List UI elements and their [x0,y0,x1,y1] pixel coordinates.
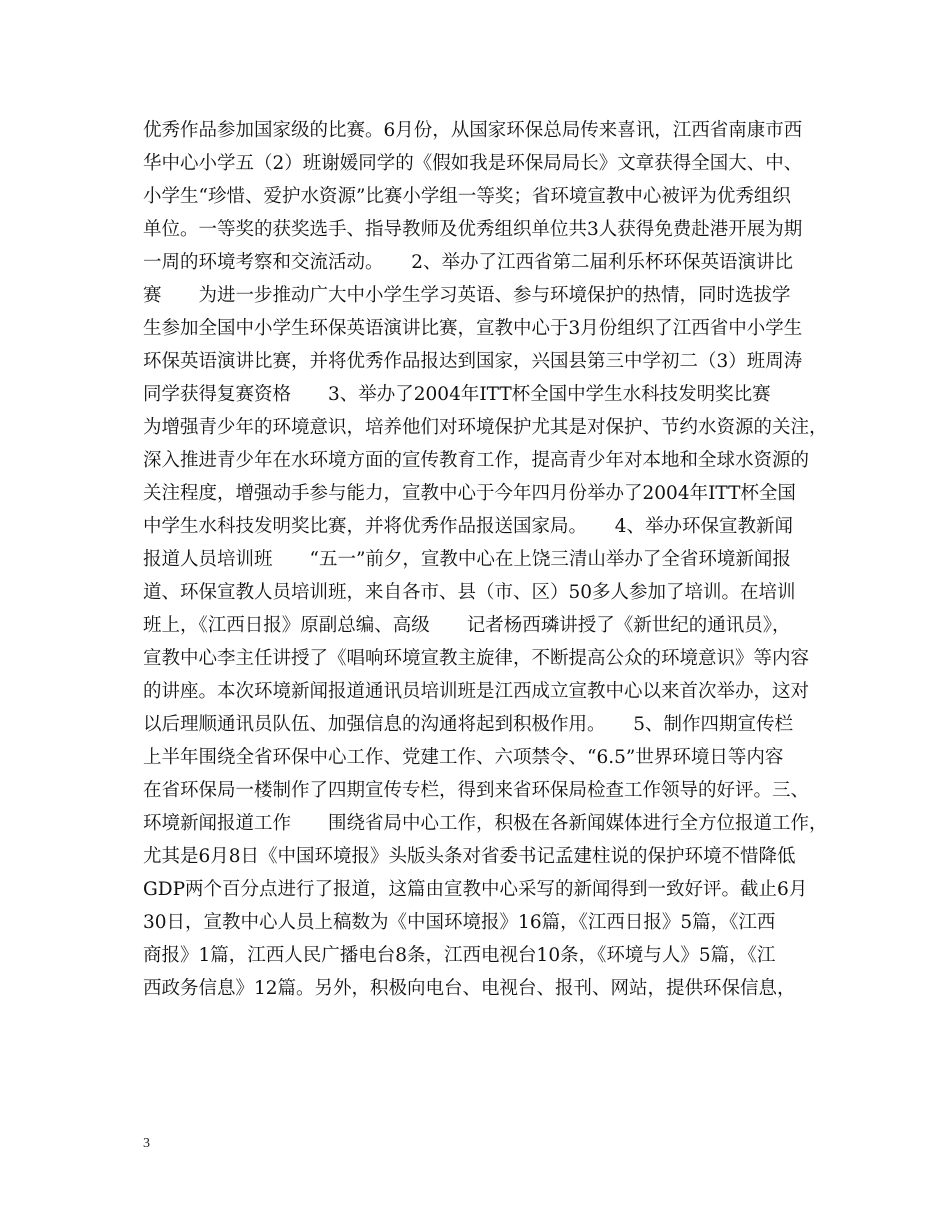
text-line: 上半年围绕全省环保中心工作、党建工作、六项禁令、“6.5”世界环境日等内容 [143,747,784,768]
page-number: 3 [143,1136,150,1151]
text-line: 华中心小学五（2）班谢媛同学的《假如我是环保局局长》文章获得全国大、中、 [143,153,803,174]
text-line: 以后理顺通讯员队伍、加强信息的沟通将起到积极作用。 5、制作四期宣传栏 [143,714,794,735]
text-line: 30日，宣教中心人员上稿数为《中国环境报》16篇，《江西日报》5篇，《江西 [143,912,776,933]
text-line: 深入推进青少年在水环境方面的宣传教育工作，提高青少年对本地和全球水资源的 [143,450,810,471]
text-line: 生参加全国中小学生环保英语演讲比赛，宣教中心于3月份组织了江西省中小学生 [143,318,803,339]
text-line: 单位。一等奖的获奖选手、指导教师及优秀组织单位共3人获得免费赴港开展为期 [143,219,803,240]
text-line: 同学获得复赛资格 3、举办了2004年ITT杯全国中学生水科技发明奖比赛 [143,384,771,405]
text-line: 宣教中心李主任讲授了《唱响环境宣教主旋律，不断提高公众的环境意识》等内容 [143,648,810,669]
text-line: 班上，《江西日报》原副总编、高级 记者杨西璘讲授了《新世纪的通讯员》， [143,615,791,636]
text-line: 关注程度，增强动手参与能力，宣教中心于今年四月份举办了2004年ITT杯全国 [143,483,796,504]
text-line: 中学生水科技发明奖比赛，并将优秀作品报送国家局。 4、举办环保宣教新闻 [143,516,794,537]
text-line: 一周的环境考察和交流活动。 2、举办了江西省第二届利乐杯环保英语演讲比 [143,252,794,273]
text-line: 小学生“珍惜、爱护水资源”比赛小学组一等奖；省环境宣教中心被评为优秀组织 [143,186,791,207]
text-line: 的讲座。本次环境新闻报道通讯员培训班是江西成立宣教中心以来首次举办，这对 [143,681,810,702]
text-line: 商报》1篇，江西人民广播电台8条，江西电视台10条，《环境与人》5篇，《江 [143,945,776,966]
text-line: GDP两个百分点进行了报道，这篇由宣教中心采写的新闻得到一致好评。截止6月 [143,879,808,900]
text-line: 优秀作品参加国家级的比赛。6月份，从国家环保总局传来喜讯，江西省南康市西 [143,120,803,141]
text-line: 报道人员培训班 “五一”前夕，宣教中心在上饶三清山举办了全省环境新闻报 [143,549,791,570]
text-line: 在省环保局一楼制作了四期宣传专栏，得到来省环保局检查工作领导的好评。三、 [143,780,810,801]
text-line: 尤其是6月8日《中国环境报》头版头条对省委书记孟建柱说的保护环境不惜降低 [143,846,796,867]
text-line: 环保英语演讲比赛，并将优秀作品报达到国家，兴国县第三中学初二（3）班周涛 [143,351,803,372]
text-line: 为增强青少年的环境意识，培养他们对环境保护尤其是对保护、节约水资源的关注， [143,417,828,438]
text-line: 赛 为进一步推动广大中小学生学习英语、参与环境保护的热情，同时选拔学 [143,285,791,306]
text-line: 道、环保宣教人员培训班，来自各市、县（市、区）50多人参加了培训。在培训 [143,582,796,603]
text-line: 西政务信息》12篇。另外，积极向电台、电视台、报刊、网站，提供环保信息， [143,978,796,999]
document-body-text [143,114,843,1005]
text-line: 环境新闻报道工作 围绕省局中心工作，积极在各新闻媒体进行全方位报道工作， [143,813,828,834]
